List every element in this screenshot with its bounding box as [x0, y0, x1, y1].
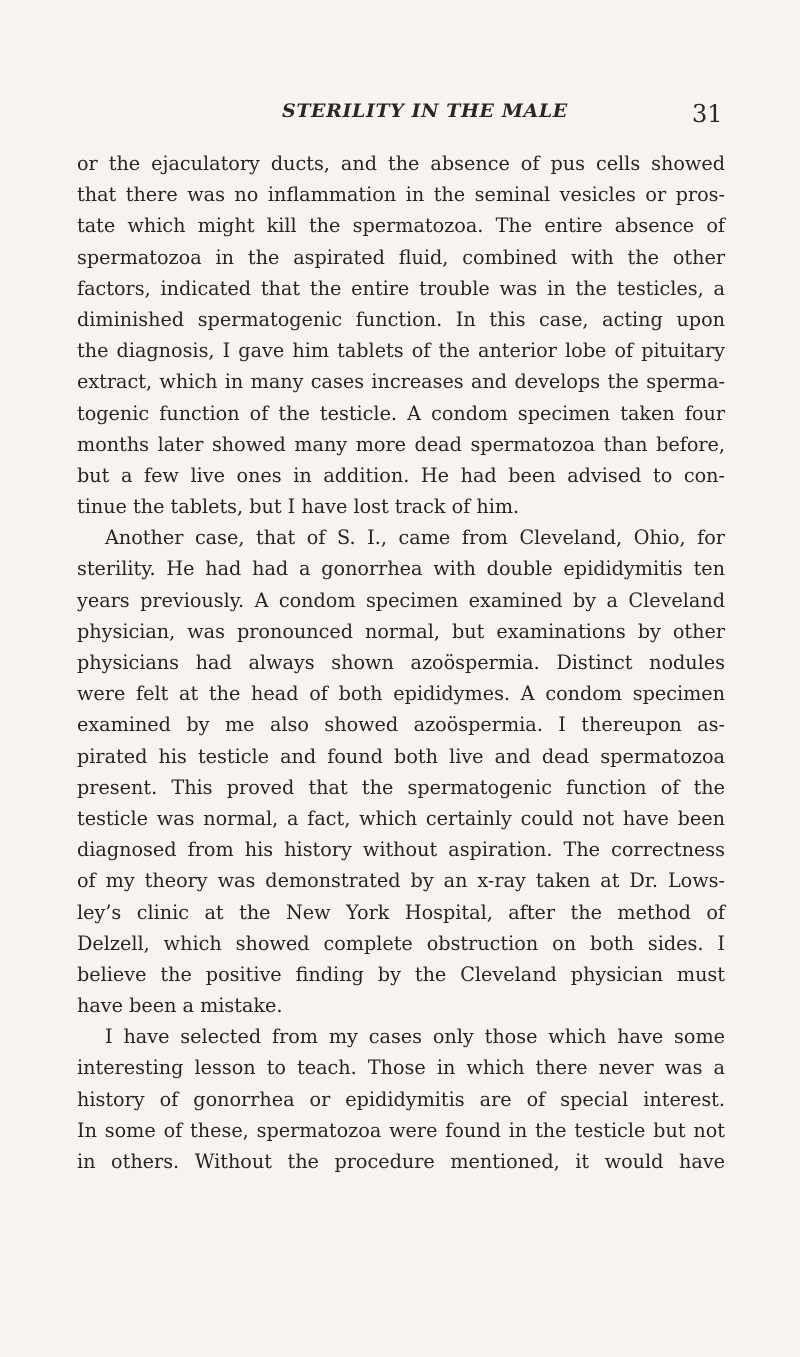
text-line: present. This proved that the spermatogenic function of the: [77, 775, 725, 799]
text-line: examined by me also showed azoöspermia. I thereupon as-: [77, 713, 725, 737]
text-line: physicians had always shown azoöspermia. Distinct nodules: [77, 651, 725, 674]
text-line: pirated his testicle and found both live and dead spermatozoa: [77, 744, 725, 768]
text-line: believe the positive finding by the Cleveland physician must: [77, 962, 725, 986]
text-line: history of gonorrhea or epididymitis are of special interest.: [77, 1087, 725, 1111]
text-line: togenic function of the testicle. A condom specimen taken four: [77, 401, 725, 425]
running-head: STERILITY IN THE MALE: [282, 100, 568, 122]
text-line: but a few live ones in addition. He had been advised to con-: [77, 463, 725, 487]
text-line: sterility. He had had a gonorrhea with double epididymitis ten: [77, 557, 725, 581]
text-line: the diagnosis, I gave him tablets of the anterior lobe of pituitary: [77, 339, 725, 363]
text-line: tate which might kill the spermatozoa. The entire absence of: [77, 214, 725, 238]
text-line: were felt at the head of both epididymes. A condom specimen: [77, 682, 725, 706]
text-line: or the ejaculatory ducts, and the absence of pus cells showed: [77, 152, 725, 175]
text-line: years previously. A condom specimen examined by a Cleveland: [77, 588, 725, 612]
text-line: spermatozoa in the aspirated fluid, combined with the other: [77, 245, 725, 269]
text-line: physician, was pronounced normal, but examinations by other: [77, 619, 725, 643]
text-line: I have selected from my cases only those which have some: [105, 1025, 725, 1049]
page-number: 31: [692, 100, 723, 128]
text-line: In some of these, spermatozoa were found in the testicle but not: [77, 1118, 725, 1142]
text-line: diminished spermatogenic function. In this case, acting upon: [77, 307, 725, 331]
text-line: in others. Without the procedure mentioned, it would have: [77, 1150, 725, 1173]
text-line: diagnosed from his history without aspiration. The correctness: [77, 838, 725, 862]
text-line: interesting lesson to teach. Those in which there never was a: [77, 1056, 725, 1080]
body-text: [77, 148, 725, 1177]
text-line: extract, which in many cases increases and develops the sperma-: [77, 370, 725, 394]
text-line: testicle was normal, a fact, which certainly could not have been: [77, 806, 725, 830]
text-line: tinue the tablets, but I have lost track of him.: [77, 495, 520, 519]
text-line: have been a mistake.: [77, 994, 283, 1018]
text-line: months later showed many more dead spermatozoa than before,: [77, 432, 725, 456]
text-line: factors, indicated that the entire trouble was in the testicles, a: [77, 276, 725, 300]
text-line: Another case, that of S. I., came from Cleveland, Ohio, for: [105, 526, 725, 550]
text-line: ley’s clinic at the New York Hospital, after the method of: [77, 900, 725, 924]
text-line: of my theory was demonstrated by an x-ray taken at Dr. Lows-: [77, 869, 725, 893]
text-line: Delzell, which showed complete obstruction on both sides. I: [77, 931, 725, 955]
text-line: that there was no inflammation in the seminal vesicles or pros-: [77, 183, 725, 207]
